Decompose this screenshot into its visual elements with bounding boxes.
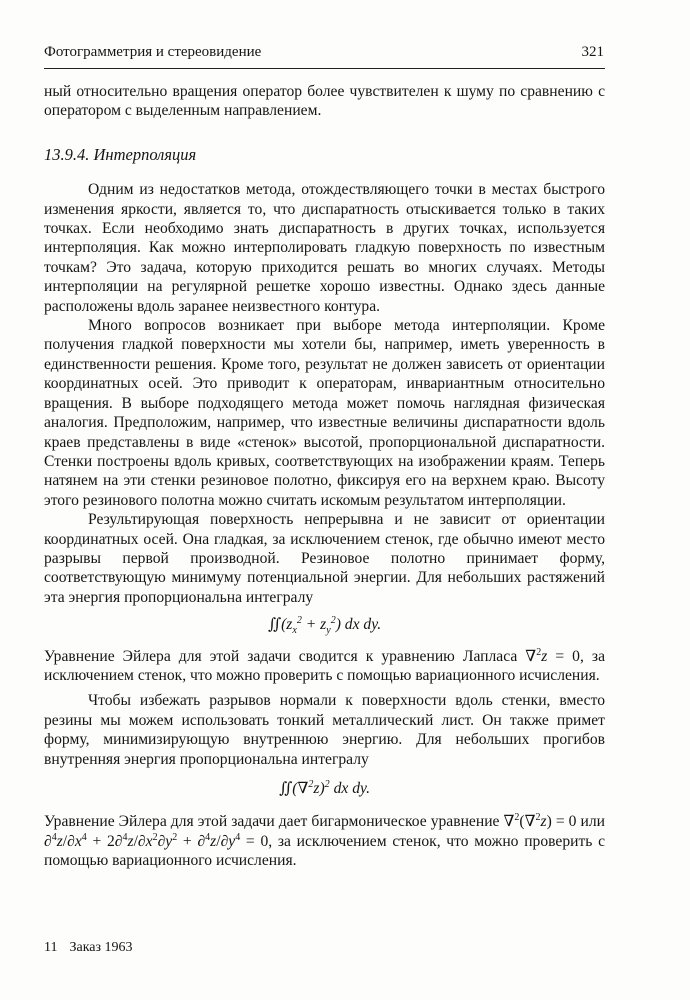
- paragraph-6-or: или: [576, 813, 605, 831]
- equation-plate-energy: $∬(\nabla^2z)^2$ dx dy.: [279, 778, 370, 797]
- paragraph-6: [44, 812, 605, 870]
- section-heading: 13.9.4. Интерполяция: [44, 144, 197, 164]
- biharmonic-equation: ∇$^2$(∇$^2$z) = 0: [503, 812, 577, 831]
- paragraph-3: Результирующая поверхность непрерывна и не зависит от ориентации координатных осей. Она гладкая, за исключением стенок, где обычно имеют место разрывы первой производной. Резиновое полотно принимает форму, соответствующую минимуму потенциальной энергии. Для небольших растяжений эта энергия пропорциональна интегралу: [44, 511, 605, 606]
- paragraph-4-text-b: , за исключением стенок, что можно проверить с помощью вариационного исчисления.: [44, 647, 605, 684]
- page-footer: [44, 940, 133, 956]
- biharmonic-expanded: $\partial^4z/\partial x^4 + 2\partial^4z/\partial x^2\partial y^2 + \partial^4z/\partial y^4 = 0$: [44, 831, 269, 850]
- paragraph-6-text-b: , за исключением стенок, что можно проверить с помощью вариационного исчисления.: [44, 832, 606, 870]
- running-header: [44, 44, 604, 61]
- paragraph-1: Одним из недостатков метода, отождествляющего точки в местах быстрого изменения яркости, является то, что диспаратность отыскивается только в таких точках. Если необходимо знать диспаратность в других точках, используется интерполяция. Как можно интерполировать гладкую поверхность по известным точкам? Это задача, которую приходится решать во многих случаях. Методы интерполяции на регулярной решетке хорошо известны. Однако здесь данные расположены вдоль заранее неизвестного контура.: [44, 181, 605, 315]
- page-body: [44, 82, 605, 871]
- page-number: 321: [581, 44, 604, 60]
- continued-paragraph: ный относительно вращения оператор более чувствителен к шуму по сравнению с оператором с выделенным направлением.: [44, 83, 605, 120]
- paragraph-4-text-a: Уравнение Эйлера для этой задачи сводится к уравнению Лапласа: [44, 647, 526, 665]
- laplace-equation: ∇$^2$z = 0: [525, 646, 580, 665]
- equation-membrane-energy: $∬(z_x^2 + z_y^2)$ dx dy.: [267, 614, 382, 637]
- header-rule: [44, 68, 605, 69]
- paragraph-4: [44, 647, 605, 686]
- paragraph-5: Чтобы избежать разрывов нормали к поверхности вдоль стенки, вместо резины мы можем использовать тонкий металлический лист. Он также примет форму, минимизирующую внутреннюю энергию. Для небольших прогибов внутренняя энергия пропорциональна интегралу: [44, 692, 605, 768]
- order-number: Заказ 1963: [69, 940, 133, 955]
- sheet-number: 11: [44, 940, 58, 955]
- running-title: Фотограмметрия и стереовидение: [44, 44, 262, 60]
- paragraph-2: Много вопросов возникает при выборе метода интерполяции. Кроме получения гладкой поверхности мы хотели бы, например, иметь уверенность в единственности решения. Кроме того, результат не должен зависеть от ориентации координатных осей. Это приводит к операторам, инвариантным относительно вращения. В выборе подходящего метода может помочь наглядная физическая аналогия. Предположим, например, что известные величины диспаратности вдоль краев представлены в виде «стенок» высотой, пропорциональной диспаратности. Стенки построены вдоль кривых, соответствующих на изображении краям. Теперь натянем на эти стенки резиновое полотно, фиксируя его на верхнем краю. Высоту этого резинового полотна можно считать искомым результатом интерполяции.: [44, 317, 605, 509]
- paragraph-6-text-a: Уравнение Эйлера для этой задачи дает бигармоническое уравнение: [44, 813, 504, 831]
